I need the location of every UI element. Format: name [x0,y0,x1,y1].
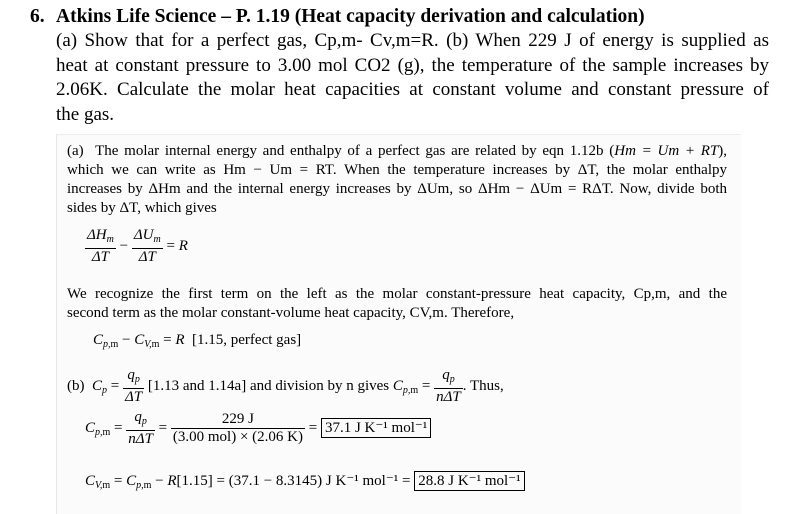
problem-line: 2.06K. Calculate the molar heat capacities at constant volume and constant pressure of [56,79,769,100]
fraction-symbolic: $\frac{q_p}{\text{nΔT}}$ [128,409,153,447]
recognize-line2: second term as the molar constant-volume heat capacity, CV,m. Therefore, [67,305,515,321]
problem-line: (a) Show that for a perfect gas, Cp,m- Cv,m=R. (b) When 229 J of energy is supplied as [56,30,769,51]
part-a-line4: sides by ΔT, which gives [67,200,217,216]
part-a-paragraph [67,142,727,218]
fraction-dh-dt: $\frac{\Delta H_m}{\Delta T}$ [87,227,114,265]
recognize-paragraph [67,285,727,323]
cv-result-box: 28.8 J K⁻¹ mol⁻¹ [414,471,524,491]
problem-body [56,29,769,127]
solution-panel [56,134,741,514]
problem-number: 6. [30,6,45,27]
result-equation: $C_{p,m} - C_{V,m} = R$ [1.15, perfect gas] [93,332,302,350]
part-a-line1: (a) The molar internal energy and enthalpy of a perfect gas are related by eqn 1.12b (Hm = Um + RT), [67,143,727,159]
derivative-equation: $\frac{\Delta H_m}{\Delta T}$ − $\frac{\Delta U_m}{\Delta T}$ = R [87,227,188,265]
fraction-qp-ndt: $\frac{q_p}{\text{nΔT}}$ [436,367,461,405]
cp-calculation: $C_{p,m}$ = $\frac{q_p}{\text{nΔT}}$ = $\frac{229 J}{\text{(3.00 mol) × (2.06 K)}}$ = 37.1 J K⁻¹ mol⁻¹ [85,409,431,448]
fraction-du-dt: $\frac{\Delta U_m}{\Delta T}$ [133,227,161,265]
part-a-line2: which we can write as Hm − Um = RT. When the temperature increases by ΔT, the molar enthalpy [67,162,727,178]
problem-title [30,4,770,29]
cp-result-box: 37.1 J K⁻¹ mol⁻¹ [321,418,431,438]
problem-line: heat at constant pressure to 3.00 mol CO2 (g), the temperature of the sample increases by [56,54,769,76]
fraction-numeric: $\frac{229 J}{\text{(3.00 mol) × (2.06 K)}}$ [172,411,303,445]
recognize-line1: We recognize the first term on the left as the molar constant-pressure heat capacity, Cp,m, and the [67,286,727,302]
problem-title-text: Atkins Life Science – P. 1.19 (Heat capacity derivation and calculation) [56,6,645,27]
problem-line: the gas. [56,103,115,125]
part-b-line: (b) $C_p$ = $\frac{q_p}{\Delta T}$ [1.13 and 1.14a] and division by n gives $C_{p,m}$ = $\frac{q_p}{\text{nΔT}}$ . Thus, [67,367,504,405]
problem-statement [30,4,770,127]
fraction-qp-dt: $\frac{q_p}{\Delta T}$ [124,367,143,405]
cv-calculation: $C_{V,m} = C_{p,m} - R[1.15] = (37.1 - 8.3145)$ J K⁻¹ mol⁻¹ = 28.8 J K⁻¹ mol⁻¹ [85,471,525,495]
part-a-line3: increases by ΔHm and the internal energy increases by ΔUm, so ΔHm − ΔUm = RΔT. Now, divide both [67,181,727,197]
